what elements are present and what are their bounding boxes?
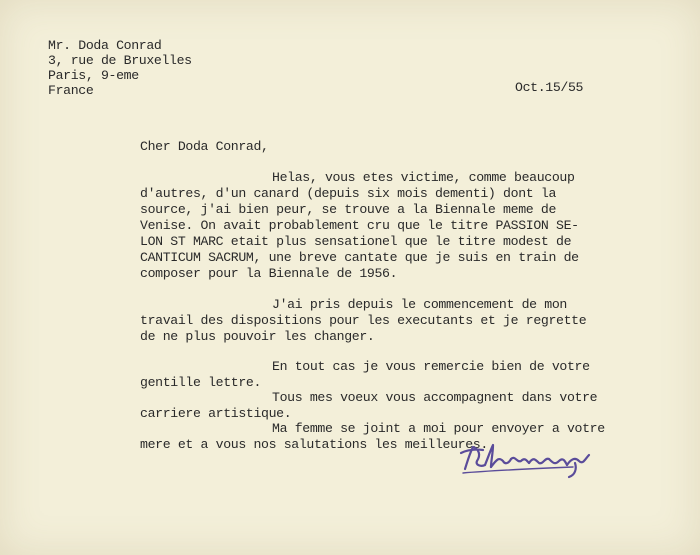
address-line-3: Paris, 9-eme (48, 68, 139, 83)
body-line: Tous mes voeux vous accompagnent dans votre (272, 390, 598, 405)
address-line-2: 3, rue de Bruxelles (48, 53, 192, 68)
body-line: travail des dispositions pour les executants et je regrette (140, 313, 587, 328)
body-line: carriere artistique. (140, 406, 292, 421)
body-line: gentille lettre. (140, 375, 262, 390)
body-line: mere et a vous nos salutations les meilleures. (140, 437, 488, 452)
body-line: Venise. On avait probablement cru que le titre PASSION SE- (140, 218, 579, 233)
address-line-4: France (48, 83, 94, 98)
address-line-1: Mr. Doda Conrad (48, 38, 162, 53)
body-line: composer pour la Biennale de 1956. (140, 266, 398, 281)
salutation: Cher Doda Conrad, (140, 139, 269, 154)
letter-date: Oct.15/55 (515, 80, 584, 95)
body-line: source, j'ai bien peur, se trouve a la Biennale meme de (140, 202, 557, 217)
body-line: d'autres, d'un canard (depuis six mois dementi) dont la (140, 186, 557, 201)
body-line: En tout cas je vous remercie bien de votre (272, 359, 590, 374)
signature (455, 437, 605, 482)
body-line: LON ST MARC etait plus sensationel que le titre modest de (140, 234, 572, 249)
body-line: Ma femme se joint a moi pour envoyer a votre (272, 421, 605, 436)
body-line: de ne plus pouvoir les changer. (140, 329, 375, 344)
body-line: J'ai pris depuis le commencement de mon (272, 297, 567, 312)
body-line: Helas, vous etes victime, comme beaucoup (272, 170, 575, 185)
body-line: CANTICUM SACRUM, une breve cantate que je suis en train de (140, 250, 579, 265)
